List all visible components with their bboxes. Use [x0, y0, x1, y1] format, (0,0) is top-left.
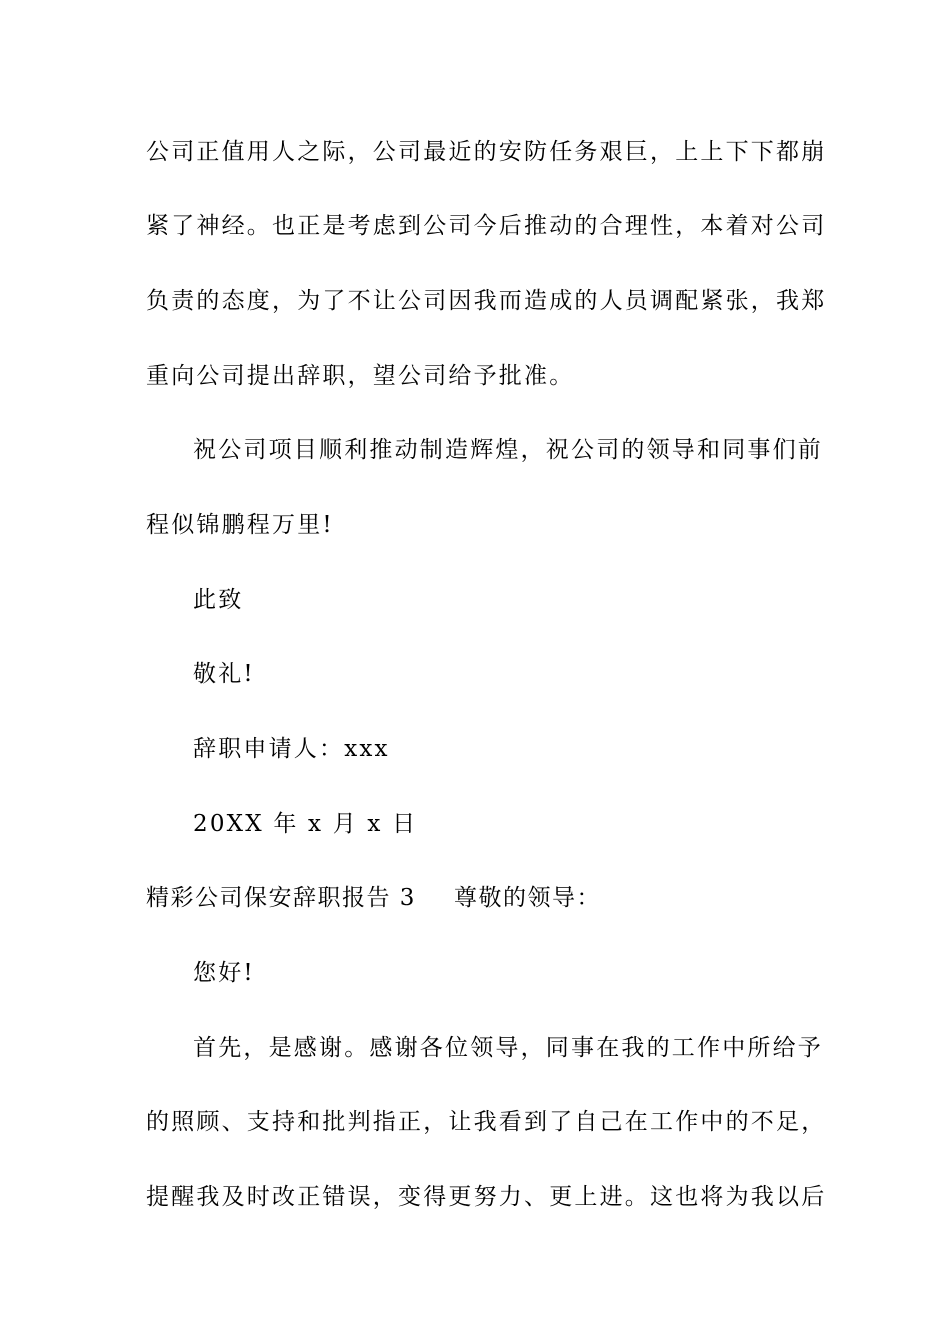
paragraph1-line1: 公司正值用人之际，公司最近的安防任务艰巨，上上下下都崩: [146, 139, 827, 165]
section3-heading-row: [146, 883, 601, 913]
paragraph1-line4: 重向公司提出辞职，望公司给予批准。: [146, 363, 575, 389]
paragraph2-line2: 程似锦鹏程万里!: [146, 512, 334, 538]
closing-ci-zhi: 此致: [193, 587, 244, 613]
greeting: 您好!: [193, 960, 255, 986]
paragraph3-line3: 提醒我及时改正错误，变得更努力、更上进。这也将为我以后: [146, 1184, 827, 1210]
paragraph1-line2: 紧了神经。也正是考虑到公司今后推动的合理性，本着对公司: [146, 213, 827, 239]
paragraph3-line2: 的照顾、支持和批判指正，让我看到了自己在工作中的不足，: [146, 1109, 827, 1135]
closing-jing-li: 敬礼!: [193, 661, 255, 687]
paragraph3-line1: 首先，是感谢。感谢各位领导，同事在我的工作中所给予: [193, 1035, 823, 1061]
section3-salutation: 尊敬的领导：: [453, 885, 601, 911]
closing-applicant: 辞职申请人：xxx: [193, 736, 390, 762]
section3-title: 精彩公司保安辞职报告 3: [146, 885, 416, 911]
closing-date: 20XX 年 x 月 x 日: [193, 811, 418, 837]
paragraph2-line1: 祝公司项目顺利推动制造辉煌，祝公司的领导和同事们前: [193, 437, 823, 463]
paragraph1-line3: 负责的态度，为了不让公司因我而造成的人员调配紧张，我郑: [146, 288, 827, 314]
